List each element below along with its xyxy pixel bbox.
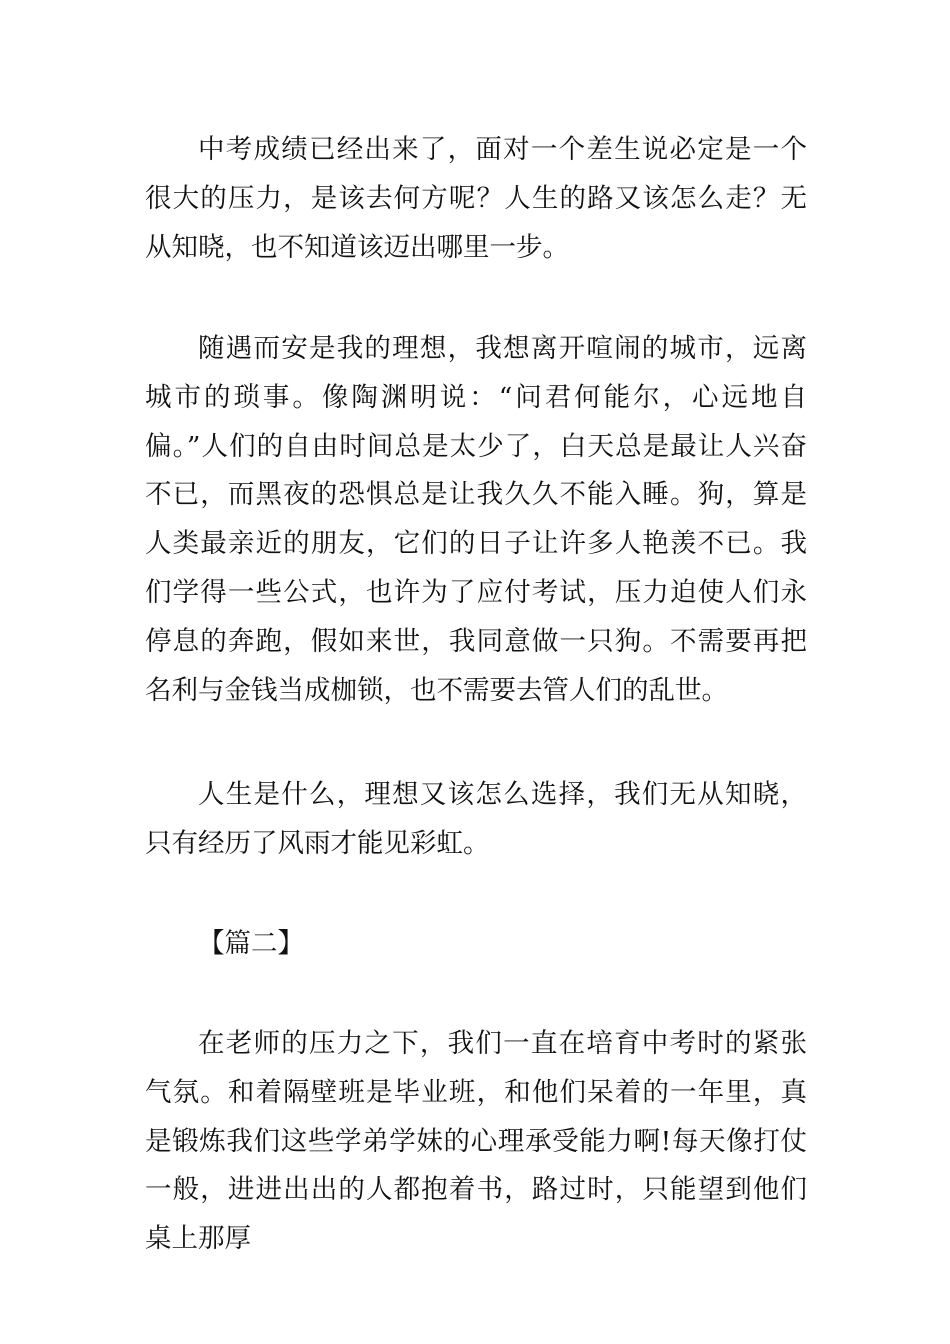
paragraph-3: 人生是什么，理想又该怎么选择，我们无从知晓，只有经历了风雨才能见彩虹。 bbox=[145, 779, 807, 859]
paragraph-2: 随遇而安是我的理想，我想离开喧闹的城市，远离城市的琐事。像陶渊明说：“问君何能尔，心远地自偏。”人们的自由时间总是太少了，白天总是最让人兴奋不已，而黑夜的恐惧总是让我久久不能入睡。狗，算是人类最亲近的朋友，它们的日子让许多人艳羡不已。我们学得一些公式，也许为了应付考试，压力迫使人们永停息的奔跑，假如来世，我同意做一只狗。不需要再把名利与金钱当成枷锁，也不需要去管人们的乱世。 bbox=[145, 333, 807, 706]
section-2-paragraph: 在老师的压力之下，我们一直在培育中考时的紧张气氛。和着隔壁班是毕业班，和他们呆着的一年里，真是锻炼我们这些学弟学妹的心理承受能力啊!每天像打仗一般，进进出出的人都抱着书，路过时，只能望到他们桌上那厚 bbox=[145, 1028, 807, 1255]
paragraph-1: 中考成绩已经出来了，面对一个差生说必定是一个很大的压力，是该去何方呢？人生的路又该怎么走？无从知晓，也不知道该迈出哪里一步。 bbox=[145, 134, 807, 263]
section-heading: 【篇二】 bbox=[198, 928, 304, 959]
